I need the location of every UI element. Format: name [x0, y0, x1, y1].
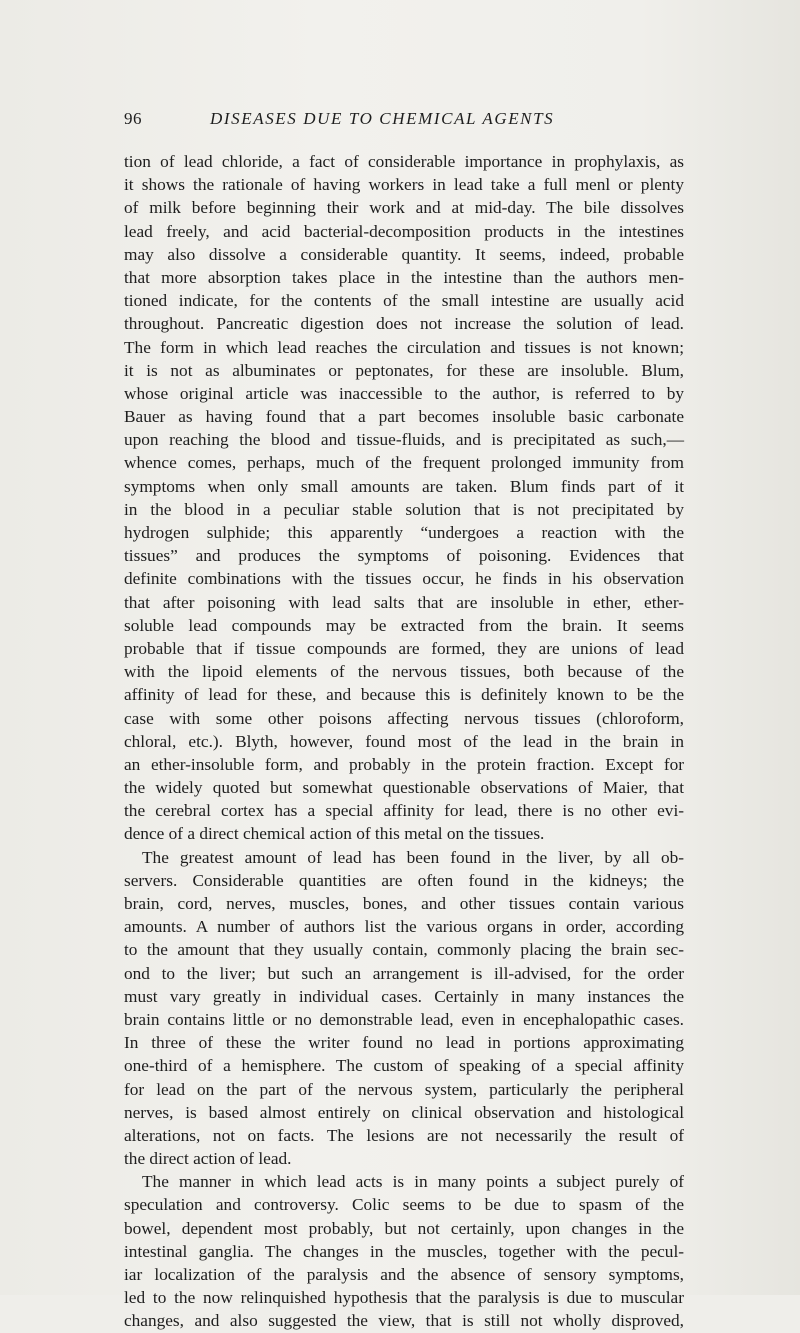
text-line: probable that if tissue compounds are formed, they are unions of lead — [124, 638, 684, 658]
text-line: brain, cord, nerves, muscles, bones, and other tissues contain various — [124, 894, 684, 913]
text-line: it is not as albuminates or peptonates, for these are insoluble. Blum, — [124, 360, 684, 380]
text-line: one-third of a hemisphere. The custom of speaking of a special affinity — [124, 1056, 684, 1076]
text-line: Bauer as having found that a part becomes insoluble basic carbonate — [124, 407, 684, 427]
text-line: intestinal ganglia. The changes in the muscles, together with the pecul- — [124, 1241, 684, 1261]
text-line: alterations, not on facts. The lesions are not necessarily the result of — [124, 1125, 684, 1145]
text-line: bowel, dependent most probably, but not certainly, upon changes in the — [124, 1218, 684, 1238]
text-line: soluble lead compounds may be extracted from the brain. It seems — [124, 615, 684, 635]
text-line: tissues” and produces the symptoms of poisoning. Evidences that — [124, 546, 684, 566]
text-line: affinity of lead for these, and because this is definitely known to be the — [124, 685, 684, 705]
text-line: iar localization of the paralysis and the absence of sensory symptoms, — [124, 1265, 684, 1284]
text-line: the cerebral cortex has a special affinity for lead, there is no other evi- — [124, 801, 684, 821]
text-line: symptoms when only small amounts are taken. Blum finds part of it — [124, 476, 684, 496]
text-line: speculation and controversy. Colic seems to be due to spasm of the — [124, 1195, 684, 1215]
text-line: amounts. A number of authors list the various organs in order, according — [124, 917, 684, 937]
text-line: the widely quoted but somewhat questionable observations of Maier, that — [124, 778, 684, 798]
text-line: The greatest amount of lead has been found in the liver, by all ob- — [142, 847, 684, 867]
text-line: hydrogen sulphide; this apparently “undergoes a reaction with the — [124, 523, 684, 542]
text-line: of milk before beginning their work and at mid-day. The bile dissolves — [124, 198, 684, 218]
text-line: chloral, etc.). Blyth, however, found most of the lead in the brain in — [124, 731, 684, 751]
text-line: tion of lead chloride, a fact of considerable importance in prophylaxis, as — [124, 152, 684, 171]
text-line: must vary greatly in individual cases. Certainly in many instances the — [124, 986, 684, 1006]
page-number: 96 — [124, 109, 142, 128]
text-line: may also dissolve a considerable quantity. It seems, indeed, probable — [124, 244, 684, 264]
text-line: case with some other poisons affecting nervous tissues (chloroform, — [124, 708, 684, 728]
text-line: dence of a direct chemical action of this metal on the tissues. — [124, 824, 545, 844]
text-line: to the amount that they usually contain, commonly placing the brain sec- — [124, 940, 684, 960]
running-head — [124, 106, 684, 132]
text-line: in the blood in a peculiar stable solution that is not precipitated by — [124, 499, 684, 519]
text-line: The form in which lead reaches the circulation and tissues is not known; — [124, 337, 684, 357]
text-line: changes, and also suggested the view, that is still not wholly disproved, — [124, 1311, 684, 1331]
text-line: lead freely, and acid bacterial-decomposition products in the intestines — [124, 221, 684, 241]
text-line: that more absorption takes place in the intestine than the authors men- — [124, 267, 684, 287]
text-line: whence comes, perhaps, much of the frequent prolonged immunity from — [124, 453, 684, 473]
text-line: an ether-insoluble form, and probably in the protein fraction. Except for — [124, 754, 684, 774]
text-line: the direct action of lead. — [124, 1149, 292, 1169]
body-text — [124, 150, 684, 1333]
text-line: The manner in which lead acts is in many points a subject purely of — [142, 1172, 684, 1192]
chapter-title: DISEASES DUE TO CHEMICAL AGENTS — [210, 109, 555, 128]
text-line: upon reaching the blood and tissue-fluids, and is precipitated as such,— — [124, 430, 684, 450]
text-line: In three of these the writer found no lead in portions approximating — [124, 1033, 684, 1053]
text-line: whose original article was inaccessible to the author, is referred to by — [124, 383, 684, 403]
text-line: tioned indicate, for the contents of the small intestine are usually acid — [124, 291, 684, 311]
text-line: that after poisoning with lead salts that are insoluble in ether, ether- — [124, 592, 684, 612]
text-line: definite combinations with the tissues occur, he finds in his observation — [124, 569, 684, 589]
text-line: it shows the rationale of having workers in lead take a full menl or plenty — [124, 175, 684, 195]
text-line: led to the now relinquished hypothesis that the paralysis is due to muscular — [124, 1288, 684, 1308]
text-line: with the lipoid elements of the nervous tissues, both because of the — [124, 662, 684, 682]
text-line: brain contains little or no demonstrable lead, even in encephalopathic cases. — [124, 1009, 684, 1029]
text-line: for lead on the part of the nervous system, particularly the peripheral — [124, 1079, 684, 1099]
text-line: ond to the liver; but such an arrangement is ill-advised, for the order — [124, 963, 684, 983]
text-line: nerves, is based almost entirely on clinical observation and histological — [124, 1102, 684, 1122]
text-line: servers. Considerable quantities are often found in the kidneys; the — [124, 870, 684, 890]
text-line: throughout. Pancreatic digestion does not increase the solution of lead. — [124, 314, 684, 334]
